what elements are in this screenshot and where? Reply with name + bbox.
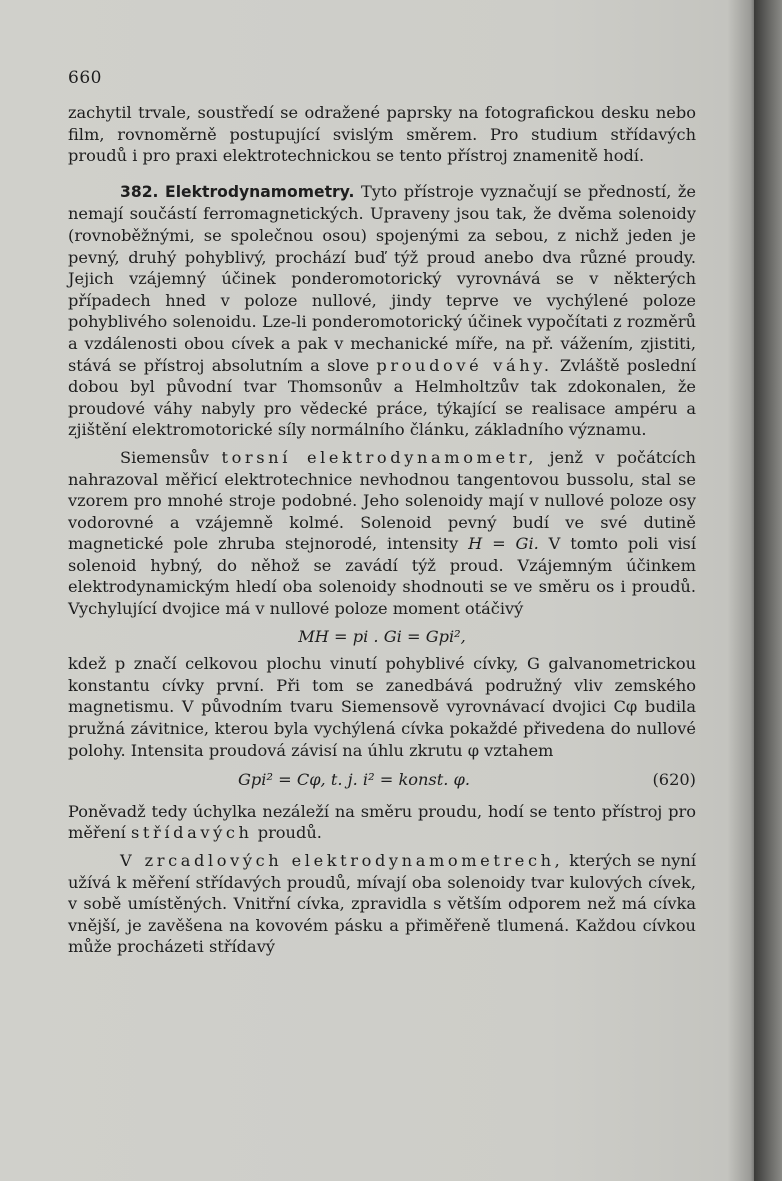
mirror-spaced-term: V zrcadlových elektrodynamometrech, [120, 851, 564, 870]
conclusion-start: Poněvadž tedy úchylka nezáleží na směru proudu, hodí se tento přístroj pro měření [68, 801, 696, 843]
siemens-start: Siemensův [120, 447, 210, 467]
paragraph-intro: zachytil trvale, soustředí se odražené paprsky na fotografickou desku nebo film, rovnoměrně postupující svislým směrem. Pro studium střídavých proudů i pro praxi elektrotechnickou se tento přístroj znamenitě hodí. [68, 103, 696, 166]
section-number: 382. [120, 182, 159, 201]
mirror-paragraph [68, 850, 696, 958]
siemens-body-2: V tomto poli visí solenoid hybný, do něhož se zavádí týž proud. Vzájemným účinkem elektrodynamickým hledí oba solenoidy shodnouti se ve směru os i proudů. Vychylující dvojice má v nullové poloze moment otáčivý [68, 534, 697, 619]
formula-620-number: (620) [652, 770, 696, 790]
conclusion-end: proudů. [257, 823, 322, 843]
conclusion-spaced-term: střídavých [131, 823, 253, 843]
inline-formula: H = Gi. [468, 534, 539, 554]
siemens-spaced-term: torsní elektrodynamometr, [221, 447, 538, 467]
paragraph-conclusion [68, 801, 696, 844]
page-number: 660 [68, 68, 102, 88]
mirror-body: kterých se nyní užívá k měření střídavých proudů, mívají oba solenoidy tvar kulových cívek, v sobě umístěných. Vnitřní cívka, zpravidla s větším odporem než má cívka vnější, je zavěšena na kovovém pásku a přiměřeně tlumená. Každou cívkou může procházeti střídavý [68, 851, 697, 957]
formula-620-expression: Gpi² = Cφ, t. j. i² = konst. φ. [238, 770, 471, 790]
section-intro-end: Zvláště poslední dobou byl původní tvar Thomsonův a Helmholtzův tak zdokonalen, že proudové váhy nabyly pro vědecké práce, týkající se realisace ampéru a zjištění elektromotorické síly normálního článku, základního významu. [68, 355, 696, 440]
siemens-body: jenž v počátcích nahrazoval měřicí elektrotechnice nevhodnou tangentovou bussolu, stal se vzorem pro mnohé stroje podobné. Jeho solenoidy mají v nullové poloze osy vodorovné a vzájemně kolmé. Solenoid pevný budí ve své dutině magnetické pole zhruba stejnorodé, intensity [68, 447, 696, 554]
section-title: Elektrodynamometry. [165, 182, 355, 201]
book-spine [754, 0, 782, 1181]
section-spaced-term: proudové váhy. [376, 355, 553, 375]
siemens-paragraph [68, 447, 696, 620]
body-text [68, 102, 696, 958]
formula-moment: MH = pi . Gi = Gpi², [298, 626, 466, 646]
section-intro-text: Tyto přístroje vyznačují se předností, že nemají součástí ferromagnetických. Upraveny jsou tak, že dvěma solenoidy (rovnoběžnými, se společnou osou) spojenými za sebou, z nichž jeden je pevný, druhý pohyblivý, prochází buď týž proud anebo dva různé proudy. Jejich vzájemný účinek ponderomotorický vyrovnává se v některých případech hned v poloze nullové, jindy teprve ve vychýlené poloze pohyblivého solenoidu. Lze-li ponderomotorický účinek vypočítati z rozměrů a vzdálenosti obou cívek a pak v mechanické míře, na př. vážením, zjistiti, stává se přístroj absolutním a slove [68, 181, 696, 375]
formula-620 [68, 769, 696, 791]
paragraph-explain: kdež p značí celkovou plochu vinutí pohyblivé cívky, G galvanometrickou konstantu cívky první. Při tom se zanedbává podružný vliv zemského magnetismu. V původním tvaru Siemensově vyrovnávací dvojici Cφ budila pružná závitnice, kterou byla vychýlená cívka pokaždé přivedena do nullové polohy. Intensita proudová závisí na úhlu zkrutu φ vztahem [68, 654, 696, 760]
section-382-paragraph [68, 181, 696, 441]
